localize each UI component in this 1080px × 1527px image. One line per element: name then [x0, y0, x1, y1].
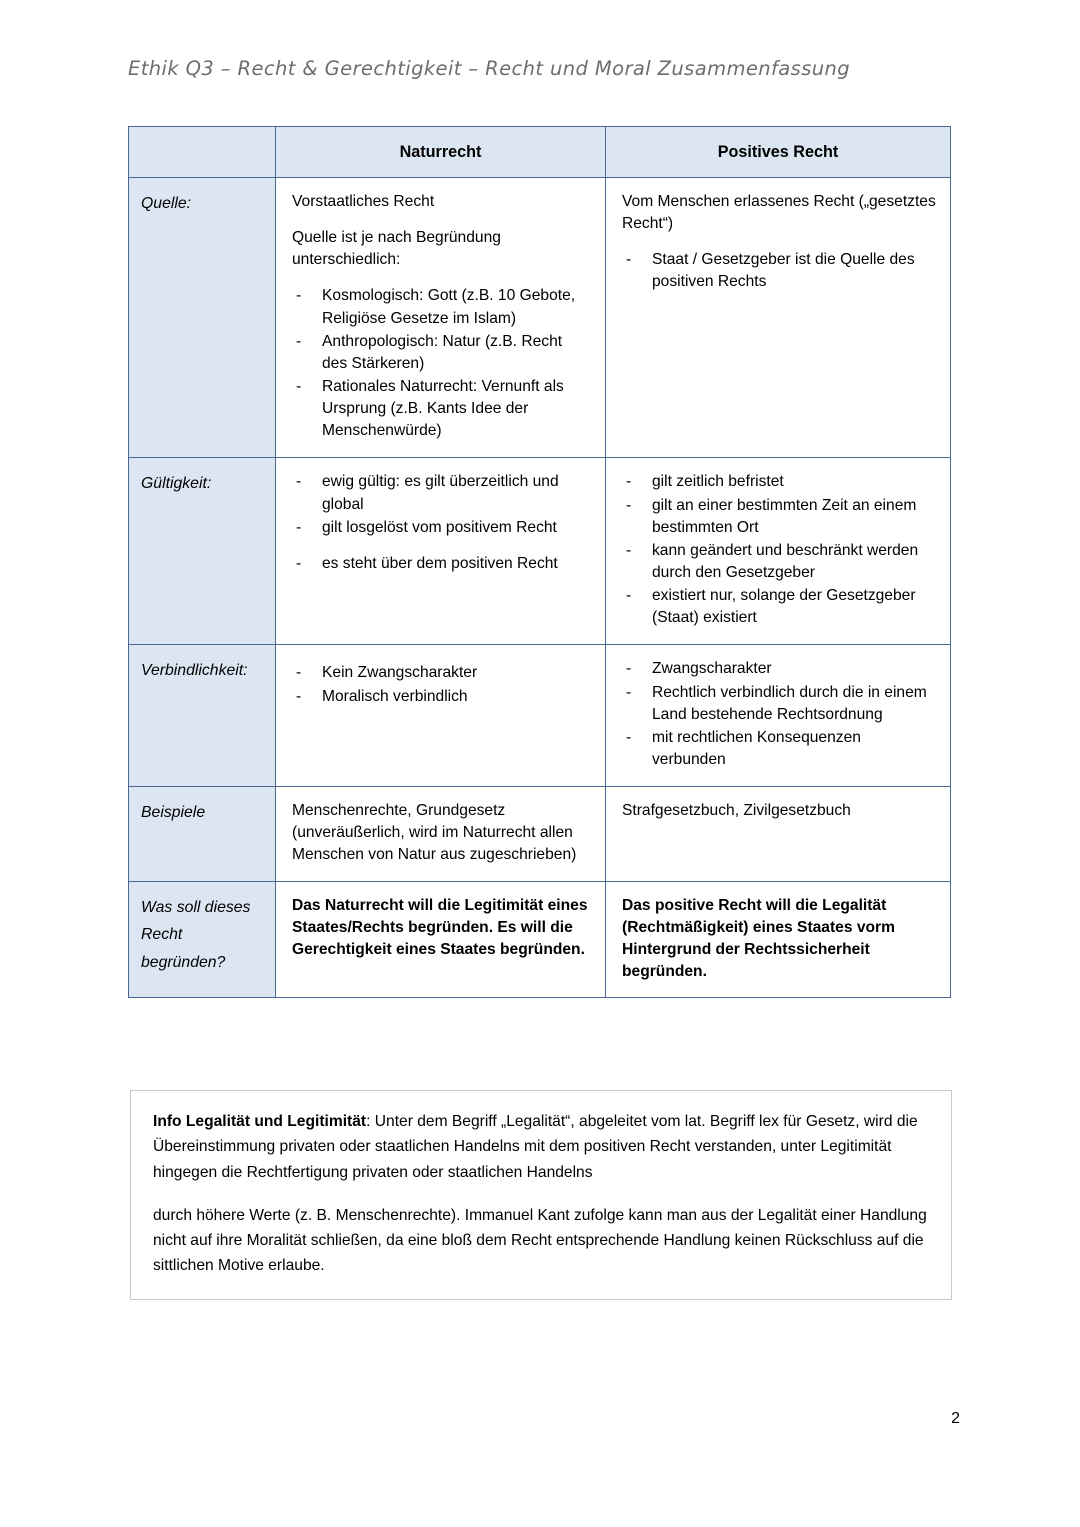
- cell-begruendung-naturrecht: [276, 881, 606, 998]
- cell-verbindlichkeit-positives-recht: [606, 645, 951, 787]
- list-item: - Rationales Naturrecht: Vernunft als Ursprung (z.B. Kants Idee der Menschenwürde): [292, 376, 591, 442]
- list-item: - kann geändert und beschränkt werden durch den Gesetzgeber: [622, 540, 936, 584]
- cell-beispiele-naturrecht: [276, 787, 606, 881]
- list-item: - Kosmologisch: Gott (z.B. 10 Gebote, Religiöse Gesetze im Islam): [292, 285, 591, 329]
- info-paragraph-1: [153, 1109, 929, 1185]
- list-item: - mit rechtlichen Konsequenzen verbunden: [622, 727, 936, 771]
- bullet-list: [622, 471, 936, 629]
- list-item: - gilt an einer bestimmten Zeit an einem bestimmten Ort: [622, 495, 936, 539]
- comparison-table: [128, 126, 951, 998]
- row-label-quelle: Quelle:: [129, 178, 276, 458]
- cell-begruendung-positives-recht: [606, 881, 951, 998]
- table-header-naturrecht: Naturrecht: [276, 127, 606, 178]
- list-item: - existiert nur, solange der Gesetzgeber (Staat) existiert: [622, 585, 936, 629]
- bullet-list: [622, 249, 936, 293]
- list-item: - Rechtlich verbindlich durch die in einem Land bestehende Rechtsordnung: [622, 682, 936, 726]
- paragraph: Das Naturrecht will die Legitimität eines Staates/Rechts begründen. Es will die Gerechtigkeit eines Staates begründen.: [292, 896, 588, 958]
- info-box-paragraph-2: durch höhere Werte (z. B. Menschenrechte). Immanuel Kant zufolge kann man aus der Legalität einer Handlung nicht auf ihre Moralität schließen, da eine bloß dem Recht entsprechende Handlung keinen Rückschluss auf die sittlichen Motive erlaube.: [153, 1206, 927, 1275]
- paragraph: Das positive Recht will die Legalität (Rechtmäßigkeit) eines Staates vorm Hintergrund der Rechtssicherheit begründen.: [622, 896, 895, 980]
- table-row: [129, 458, 951, 645]
- paragraph: Menschenrechte, Grundgesetz (unveräußerlich, wird im Naturrecht allen Menschen von Natur aus zugeschrieben): [292, 802, 577, 864]
- table-row: [129, 787, 951, 881]
- row-label-guektigkeit: Gültigkeit:: [129, 458, 276, 645]
- list-item: - ewig gültig: es gilt überzeitlich und global: [292, 471, 591, 515]
- paragraph: Strafgesetzbuch, Zivilgesetzbuch: [622, 802, 851, 820]
- list-item: - Moralisch verbindlich: [292, 686, 591, 708]
- running-header: Ethik Q3 – Recht & Gerechtigkeit – Recht und Moral Zusammenfassung: [128, 57, 851, 80]
- cell-quelle-naturrecht: [276, 178, 606, 458]
- bullet-list: [292, 662, 591, 707]
- bullet-list: [292, 285, 591, 442]
- list-item: - gilt losgelöst vom positivem Recht: [292, 517, 591, 539]
- row-label-beispiele: Beispiele: [129, 787, 276, 881]
- info-box-paragraph-1-rest: : Unter dem Begriff „Legalität“, abgeleitet vom lat. Begriff lex für Gesetz, wird die Übereinstimmung privaten oder staatlichen Handelns mit dem positiven Recht verstanden, unter Legitimität hingegen die Rechtfertigung privaten oder staatlichen Handelns: [153, 1113, 918, 1181]
- cell-verbindlichkeit-naturrecht: [276, 645, 606, 787]
- row-label-was-soll-dieses-recht-begruenden: Was soll dieses Recht begründen?: [129, 881, 276, 998]
- cell-guektigkeit-positives-recht: [606, 458, 951, 645]
- table-header-positives-recht: Positives Recht: [606, 127, 951, 178]
- bullet-list: [622, 658, 936, 771]
- paragraph: Vom Menschen erlassenes Recht („gesetztes Recht“): [622, 193, 936, 233]
- list-item: - Staat / Gesetzgeber ist die Quelle des positiven Rechts: [622, 249, 936, 293]
- list-item: - es steht über dem positiven Recht: [292, 553, 591, 575]
- list-item: - gilt zeitlich befristet: [622, 471, 936, 493]
- list-item: - Anthropologisch: Natur (z.B. Recht des Stärkeren): [292, 331, 591, 375]
- cell-guektigkeit-naturrecht: [276, 458, 606, 645]
- table-row: [129, 645, 951, 787]
- table-row: [129, 881, 951, 998]
- cell-beispiele-positives-recht: [606, 787, 951, 881]
- info-box-lead: Info Legalität und Legitimität: [153, 1113, 367, 1130]
- row-label-verbindlichkeit: Verbindlichkeit:: [129, 645, 276, 787]
- paragraph: Vorstaatliches Recht: [292, 193, 435, 210]
- page-number: 2: [951, 1410, 960, 1427]
- paragraph: Quelle ist je nach Begründung unterschiedlich:: [292, 229, 501, 269]
- list-item: - Zwangscharakter: [622, 658, 936, 680]
- info-box: [130, 1090, 952, 1300]
- bullet-list: [292, 471, 591, 575]
- table-header-row: [129, 127, 951, 178]
- table-row: [129, 178, 951, 458]
- table-header-blank: [129, 127, 276, 178]
- cell-quelle-positives-recht: [606, 178, 951, 458]
- list-item: - Kein Zwangscharakter: [292, 662, 591, 684]
